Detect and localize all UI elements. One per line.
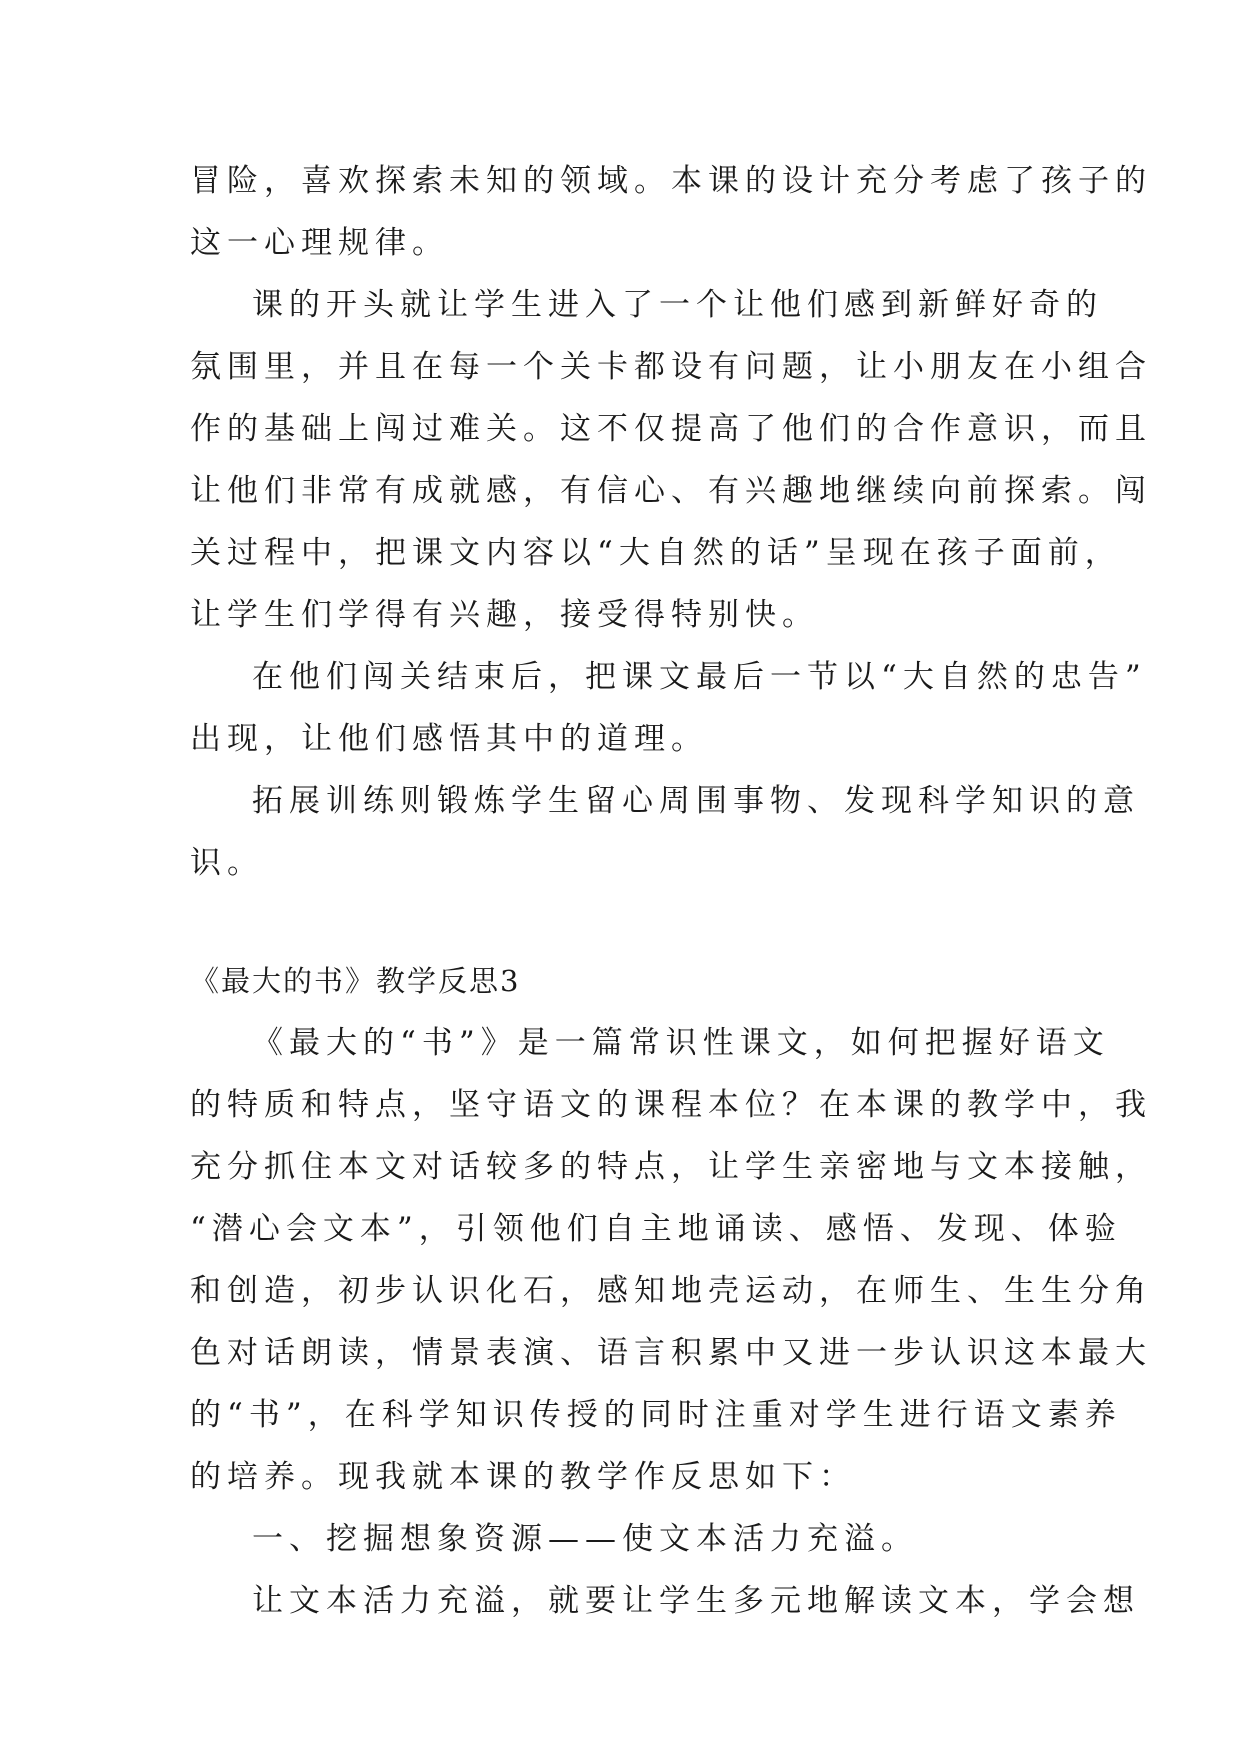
paragraph-line: 识。	[190, 845, 264, 881]
paragraph-line: 让文本活力充溢，就要让学生多元地解读文本，学会想	[252, 1583, 1140, 1619]
paragraph-line: 冒险，喜欢探索未知的领域。本课的设计充分考虑了孩子的	[190, 163, 1152, 199]
document-page	[190, 150, 1152, 1632]
paragraph-line: 的培养。现我就本课的教学作反思如下：	[190, 1459, 856, 1495]
paragraph-line: 这一心理规律。	[190, 225, 449, 261]
subheading-line: 一、挖掘想象资源——使文本活力充溢。	[252, 1521, 918, 1557]
paragraph-line: 色对话朗读，情景表演、语言积累中又进一步认识这本最大	[190, 1335, 1152, 1371]
paragraph-line: 作的基础上闯过难关。这不仅提高了他们的合作意识，而且	[190, 411, 1152, 447]
paragraph-line: 氛围里，并且在每一个关卡都设有问题，让小朋友在小组合	[190, 349, 1152, 385]
paragraph-line: 课的开头就让学生进入了一个让他们感到新鲜好奇的	[252, 287, 1103, 323]
paragraph-line: 的特质和特点，坚守语文的课程本位？在本课的教学中，我	[190, 1087, 1152, 1123]
paragraph-line: 和创造，初步认识化石，感知地壳运动，在师生、生生分角	[190, 1273, 1152, 1309]
paragraph-line: 出现，让他们感悟其中的道理。	[190, 721, 708, 757]
section-gap	[190, 894, 1050, 950]
paragraph-line: 《最大的“书”》是一篇常识性课文，如何把握好语文	[252, 1025, 1110, 1061]
paragraph-line: “潜心会文本”，引领他们自主地诵读、感悟、发现、体验	[190, 1211, 1122, 1247]
section-title: 《最大的书》教学反思3	[190, 964, 521, 998]
paragraph-line: 让他们非常有成就感，有信心、有兴趣地继续向前探索。闯	[190, 473, 1152, 509]
paragraph-line: 关过程中，把课文内容以“大自然的话”呈现在孩子面前，	[190, 535, 1122, 571]
paragraph-line: 充分抓住本文对话较多的特点，让学生亲密地与文本接触，	[190, 1149, 1152, 1185]
paragraph-line: 在他们闯关结束后，把课文最后一节以“大自然的忠告”	[252, 659, 1147, 695]
paragraph-line: 拓展训练则锻炼学生留心周围事物、发现科学知识的意	[252, 783, 1140, 819]
paragraph-line: 的“书”，在科学知识传授的同时注重对学生进行语文素养	[190, 1397, 1122, 1433]
paragraph-line: 让学生们学得有兴趣，接受得特别快。	[190, 597, 819, 633]
